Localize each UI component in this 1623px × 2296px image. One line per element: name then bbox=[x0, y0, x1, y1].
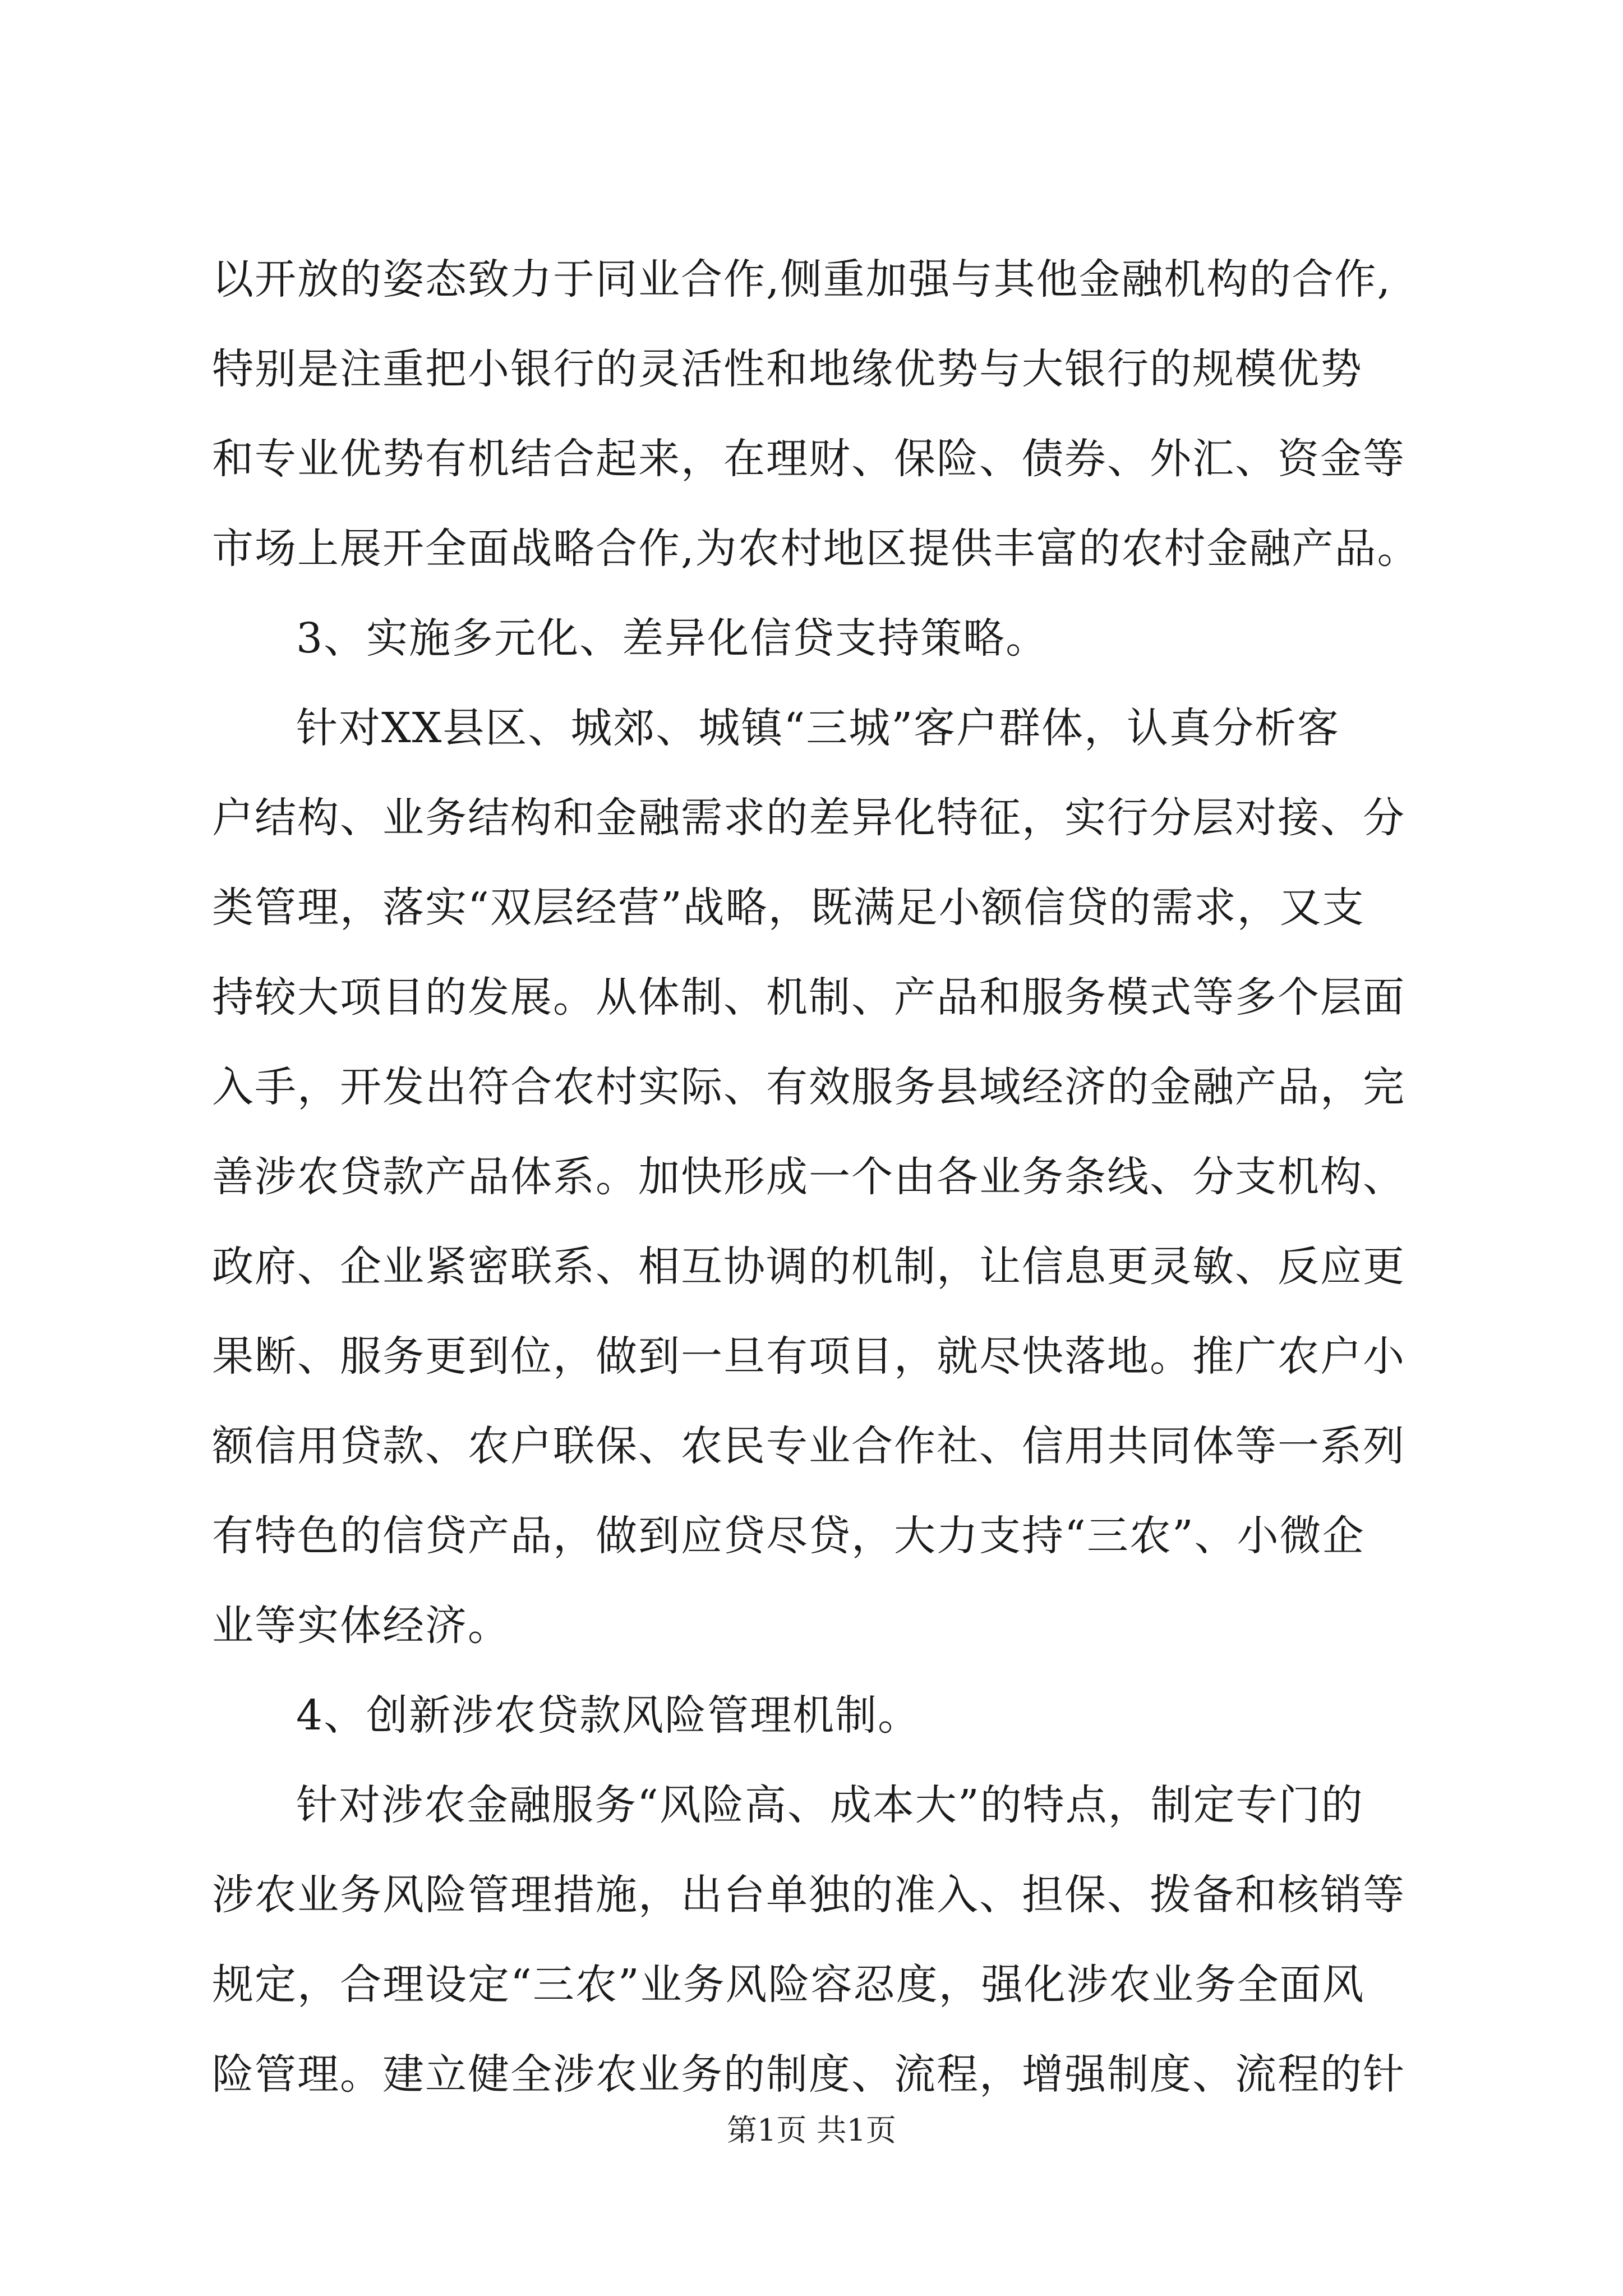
section-heading: 3、实施多元化、差异化信贷支持策略。 bbox=[296, 614, 1049, 662]
paragraph-line: 善涉农贷款产品体系。加快形成一个由各业务条线、分支机构、 bbox=[212, 1153, 1405, 1201]
paragraph-line: 规定，合理设定“三农”业务风险容忍度，强化涉农业务全面风 bbox=[212, 1961, 1365, 2009]
paragraph-line: 持较大项目的发展。从体制、机制、产品和服务模式等多个层面 bbox=[212, 973, 1405, 1022]
paragraph-line: 入手，开发出符合农村实际、有效服务县域经济的金融产品，完 bbox=[212, 1063, 1405, 1111]
paragraph-line: 政府、企业紧密联系、相互协调的机制，让信息更灵敏、反应更 bbox=[212, 1243, 1405, 1291]
paragraph-line: 果断、服务更到位，做到一旦有项目，就尽快落地。推广农户小 bbox=[212, 1332, 1405, 1381]
paragraph-line: 额信用贷款、农户联保、农民专业合作社、信用共同体等一系列 bbox=[212, 1422, 1405, 1470]
paragraph-line: 特别是注重把小银行的灵活性和地缘优势与大银行的规模优势 bbox=[212, 345, 1363, 393]
page-footer: 第1页 共1页 bbox=[727, 2113, 896, 2148]
paragraph-line: 有特色的信贷产品，做到应贷尽贷，大力支持“三农”、小微企 bbox=[212, 1512, 1365, 1560]
paragraph-line: 以开放的姿态致力于同业合作,侧重加强与其他金融机构的合作, bbox=[212, 255, 1392, 303]
paragraph-line: 市场上展开全面战略合作,为农村地区提供丰富的农村金融产品。 bbox=[212, 524, 1420, 573]
paragraph-line: 涉农业务风险管理措施，出台单独的准入、担保、拨备和核销等 bbox=[212, 1871, 1405, 1919]
section-heading: 4、创新涉农贷款风险管理机制。 bbox=[296, 1691, 921, 1740]
paragraph-line: 类管理，落实“双层经营”战略，既满足小额信贷的需求，又支 bbox=[212, 884, 1365, 932]
paragraph-line: 户结构、业务结构和金融需求的差异化特征，实行分层对接、分 bbox=[212, 794, 1405, 842]
paragraph-line: 针对涉农金融服务“风险高、成本大”的特点，制定专门的 bbox=[296, 1781, 1364, 1829]
document-body bbox=[212, 234, 1423, 2119]
paragraph-line: 和专业优势有机结合起来，在理财、保险、债券、外汇、资金等 bbox=[212, 435, 1405, 483]
paragraph-line: 业等实体经济。 bbox=[212, 1602, 510, 1650]
paragraph-line: 针对XX县区、城郊、城镇“三城”客户群体，认真分析客 bbox=[296, 704, 1340, 752]
paragraph-line: 险管理。建立健全涉农业务的制度、流程，增强制度、流程的针 bbox=[212, 2050, 1405, 2099]
